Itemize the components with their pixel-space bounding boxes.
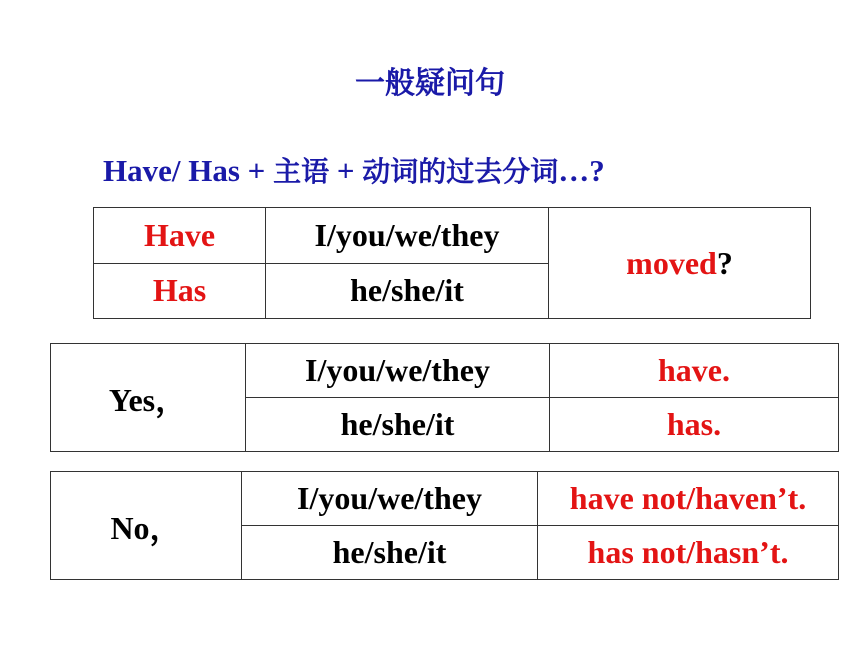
- verb-cell: [549, 208, 811, 319]
- formula-part-ellipsis: …?: [558, 153, 605, 188]
- no-label-cell: No，: [51, 472, 242, 580]
- question-mark: ?: [716, 244, 733, 281]
- yes-label-cell: Yes，: [51, 344, 246, 452]
- subject-plural-cell: I/you/we/they: [266, 208, 549, 264]
- no-answer-has-cell: has not/hasn’t.: [538, 526, 839, 580]
- no-subject-plural-cell: I/you/we/they: [242, 472, 538, 526]
- page-title: 一般疑问句: [355, 66, 505, 101]
- no-subject-singular-cell: he/she/it: [242, 526, 538, 580]
- verb-moved: moved: [626, 244, 717, 281]
- formula-part-have-has: Have/ Has +: [103, 153, 274, 188]
- yes-subject-plural-cell: I/you/we/they: [246, 344, 550, 398]
- yes-subject-singular-cell: he/she/it: [246, 398, 550, 452]
- aux-have-cell: Have: [94, 208, 266, 264]
- yes-answer-has-cell: has.: [550, 398, 839, 452]
- question-table: [93, 207, 811, 319]
- formula-part-past-participle: 动词的过去分词: [362, 155, 559, 188]
- subject-singular-cell: he/she/it: [266, 263, 549, 319]
- formula-line: [103, 150, 605, 190]
- formula-part-subject: 主语: [273, 155, 330, 188]
- aux-has-cell: Has: [94, 263, 266, 319]
- yes-answer-table: [50, 343, 839, 452]
- no-answer-table: [50, 471, 839, 580]
- formula-part-plus: +: [329, 153, 363, 188]
- no-answer-have-cell: have not/haven’t.: [538, 472, 839, 526]
- yes-answer-have-cell: have.: [550, 344, 839, 398]
